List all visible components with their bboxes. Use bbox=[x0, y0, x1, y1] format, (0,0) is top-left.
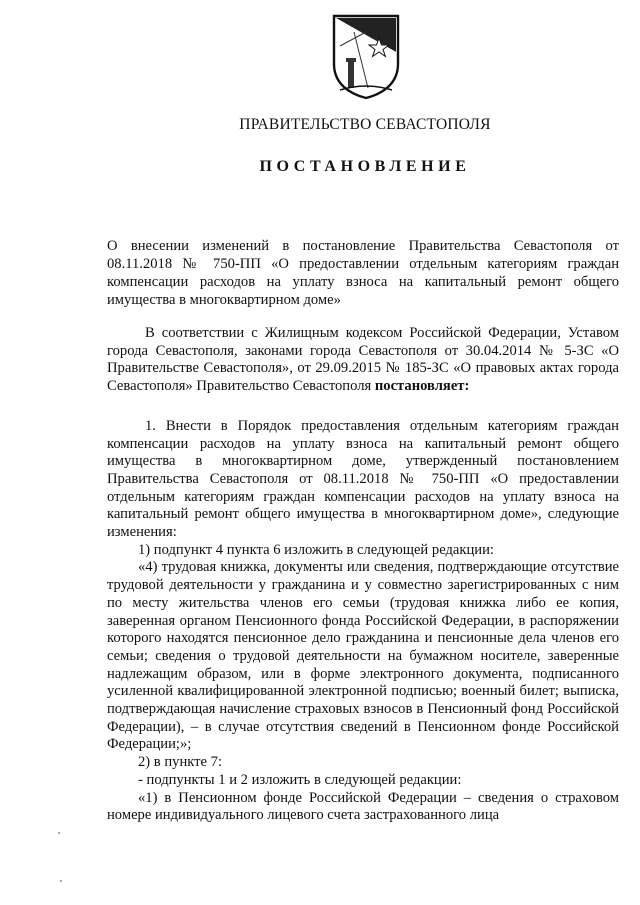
item-paragraph: 1. Внести в Порядок предоставления отдельным категориям граждан компенсации расходов на уплату взноса на капитальный ремонт общего имущества в многоквартирном доме, утвержденный постановлением Правительства Севастополя от 08.11.2018 № 750-ПП «О предоставлении отдельным категориям граждан компенсации расходов на уплату взноса на капитальный ремонт общего имущества в многоквартирном доме», следующие изменения: bbox=[107, 417, 619, 541]
item-paragraph: 1) подпункт 4 пункта 6 изложить в следующей редакции: bbox=[138, 541, 494, 558]
document-subject: О внесении изменений в постановление Правительства Севастополя от 08.11.2018 № 750-ПП «О предоставлении отдельным категориям граждан компенсации расходов на уплату взноса на капитальный ремонт общего имущества в многоквартирном доме» bbox=[107, 238, 619, 308]
scan-speck bbox=[58, 832, 60, 834]
organization-name: ПРАВИТЕЛЬСТВО СЕВАСТОПОЛЯ bbox=[239, 116, 491, 133]
sevastopol-coat-of-arms-icon bbox=[330, 12, 402, 100]
resolves-word: постановляет: bbox=[374, 378, 470, 395]
item-paragraph: «1) в Пенсионном фонде Российской Федерации – сведения о страховом номере индивидуального лицевого счета застрахованного лица bbox=[107, 789, 619, 824]
preamble-paragraph: В соответствии с Жилищным кодексом Российской Федерации, Уставом города Севастополя, законами города Севастополя от 30.04.2014 № 5-ЗС «О Правительстве Севастополя», от 29.09.2015 № 185-ЗС «О правовых актах города Севастополя» Правительство Севастополя постановляет: bbox=[107, 325, 619, 395]
item-paragraph: - подпункты 1 и 2 изложить в следующей редакции: bbox=[138, 771, 462, 788]
item-paragraph: 2) в пункте 7: bbox=[138, 754, 223, 771]
document-body bbox=[107, 325, 619, 825]
scan-speck bbox=[60, 880, 62, 882]
item-paragraph: «4) трудовая книжка, документы или сведения, подтверждающие отсутствие трудовой деятельности у гражданина и у совместно зарегистрированных с ним по месту жительства членов его семьи (трудовая книжка либо ее копия, заверенная органом Пенсионного фонда Российской Федерации, в распоряжении которого находятся пенсионное дело гражданина и пенсионные дела членов его семьи; сведения о трудовой деятельности на бумажном носителе, заверенные надлежащим образом, или в форме электронного документа, подписанного усиленной квалифицированной электронной подписью; военный билет; выписка, подтверждающая начисление страховых взносов в Пенсионный фонд Российской Федерации), – в случае отсутствия сведений в Пенсионном фонде Российской Федерации;»; bbox=[107, 559, 619, 753]
document-type: ПОСТАНОВЛЕНИЕ bbox=[259, 158, 471, 175]
